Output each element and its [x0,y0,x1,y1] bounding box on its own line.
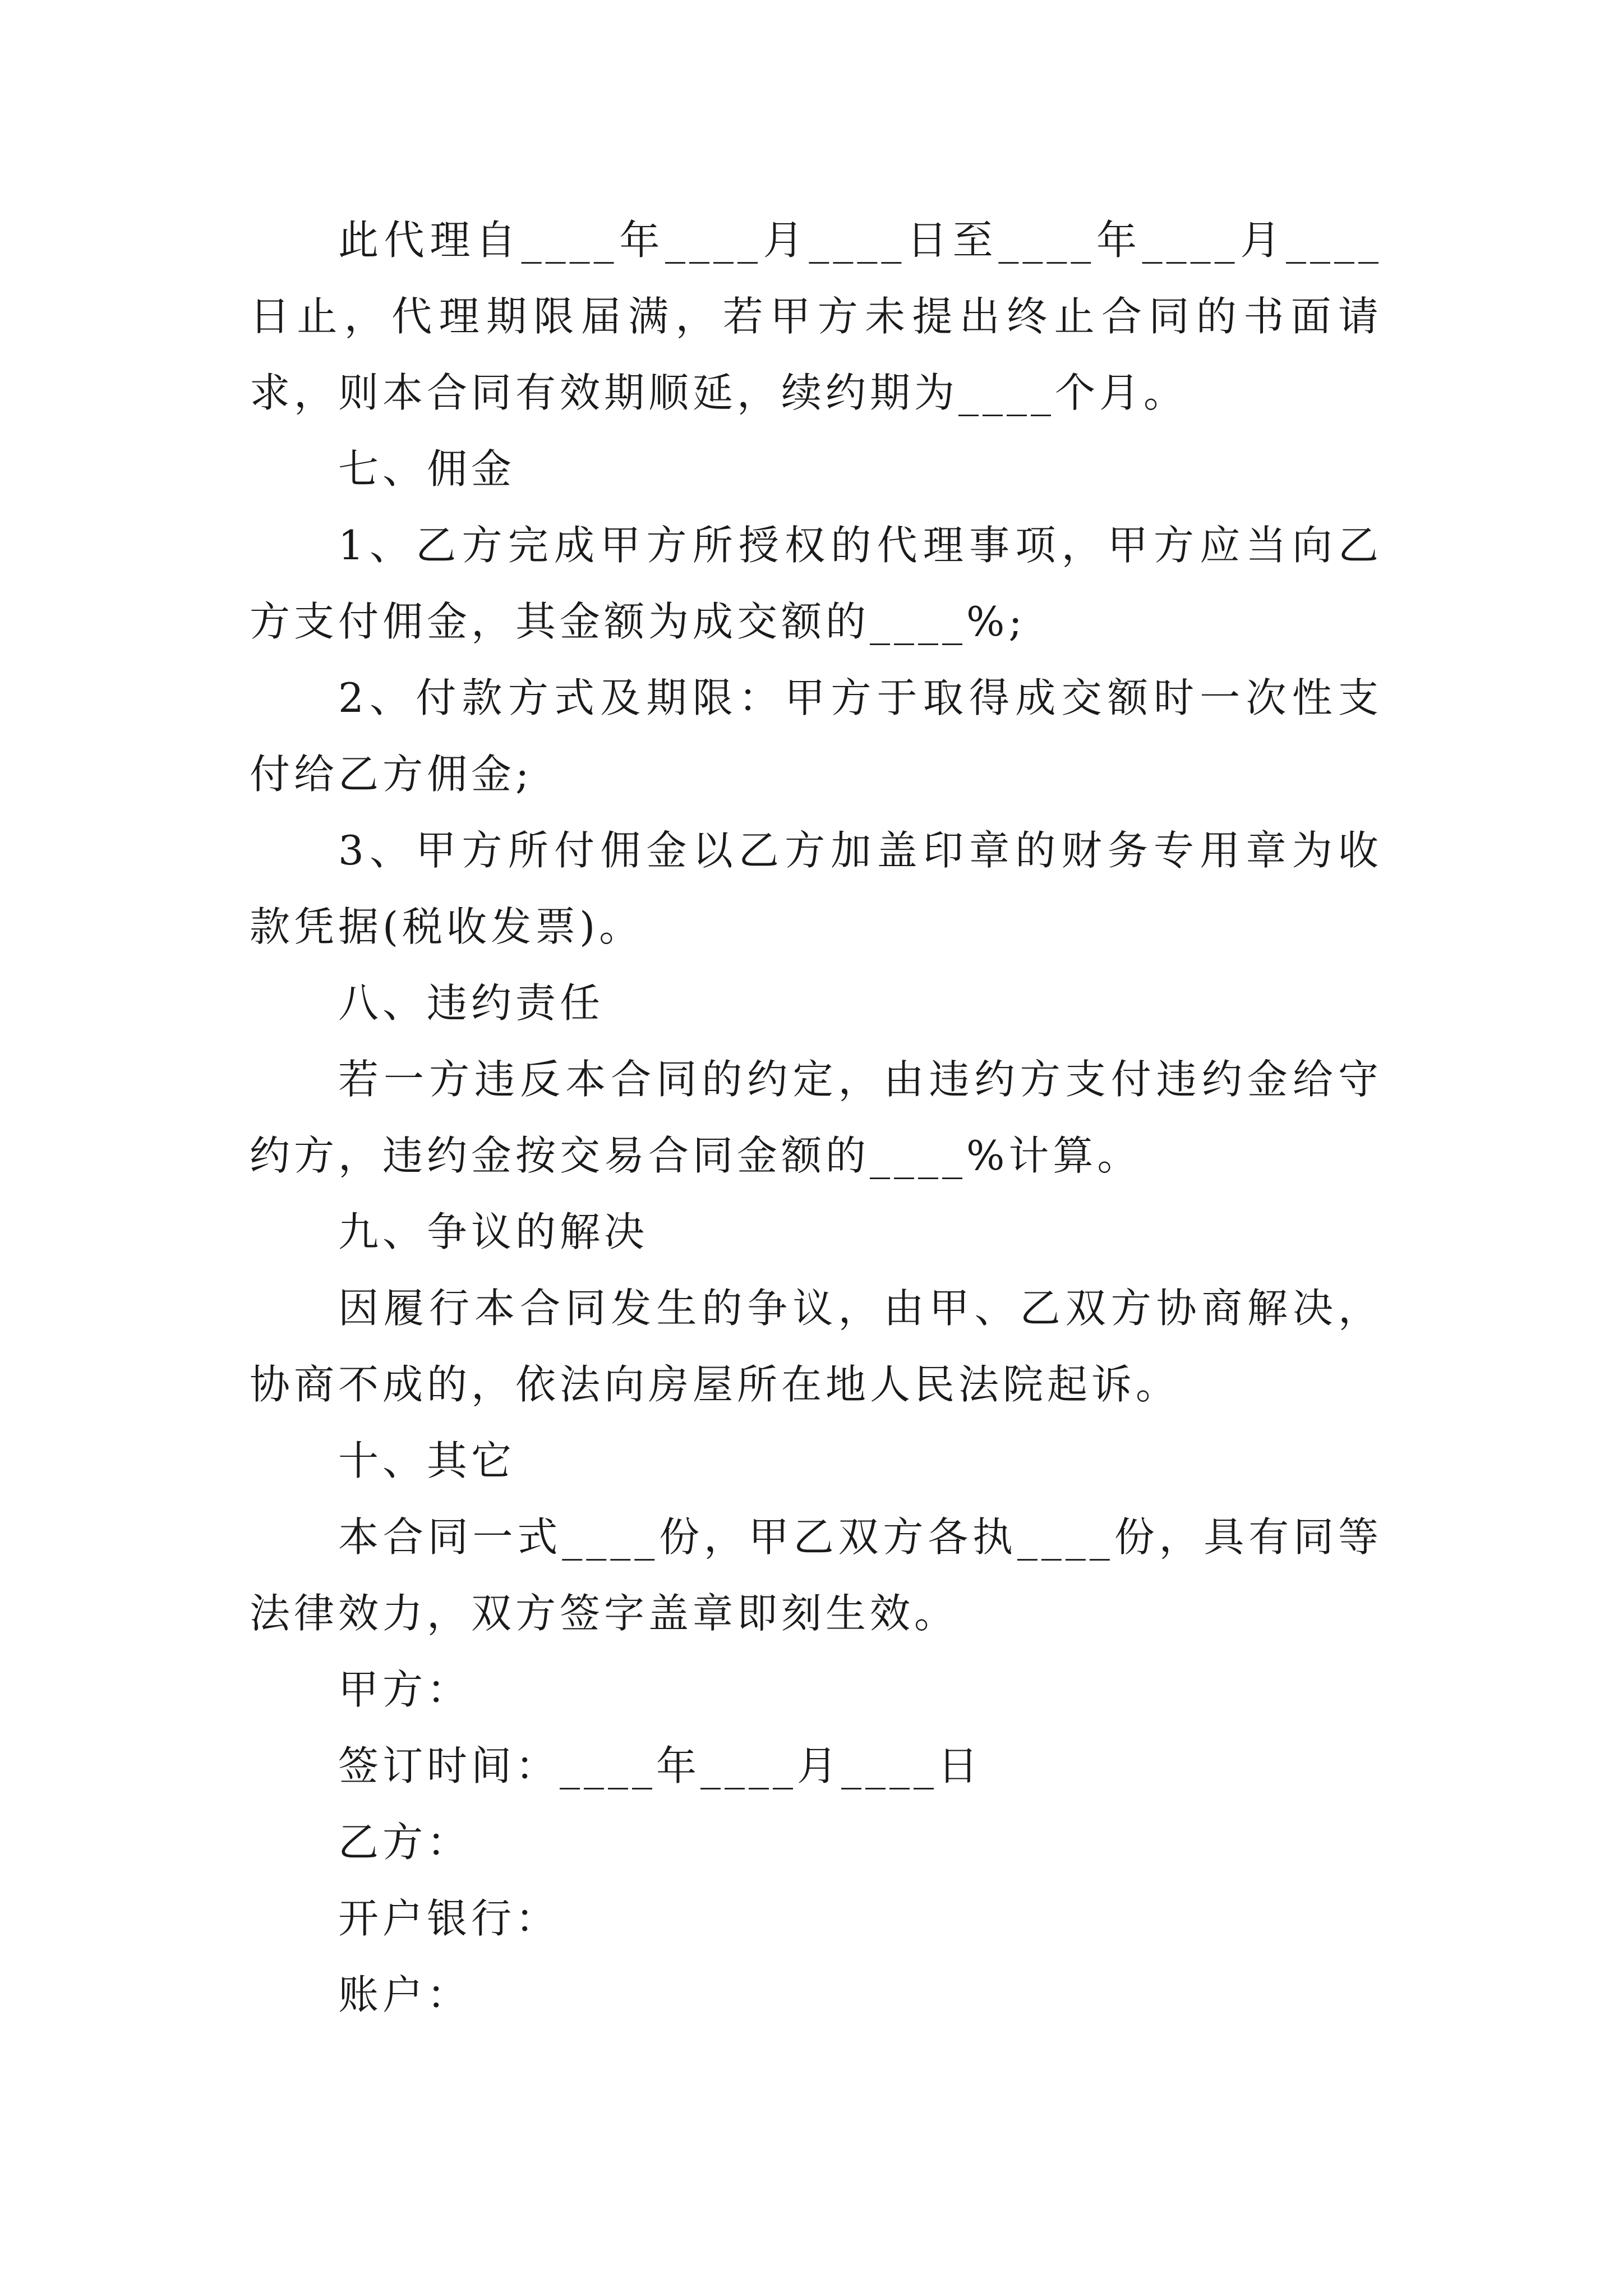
party-b-label: 乙方： [338,1819,472,1866]
section-heading-commission: 七、佣金 [338,445,516,493]
document-page [250,202,1382,2033]
section-heading-liability: 八、违约责任 [338,979,605,1027]
account-label: 账户： [338,1971,472,2018]
liability-paragraph: 若一方违反本合同的约定，由违约方支付违约金给守约方，违约金按交易合同金额的____%计算。 [250,1056,1382,1179]
signing-date-line: 签订时间：____年____月____日 [338,1742,983,1789]
term-paragraph: 此代理自____年____月____日至____年____月____日止，代理期限届满，若甲方未提出终止合同的书面请求，则本合同有效期顺延，续约期为____个月。 [250,217,1382,416]
commission-clause-3: 3、甲方所付佣金以乙方加盖印章的财务专用章为收款凭据(税收发票)。 [250,827,1382,950]
other-paragraph: 本合同一式____份，甲乙双方各执____份，具有同等法律效力，双方签字盖章即刻生效。 [250,1513,1382,1637]
commission-clause-1: 1、乙方完成甲方所授权的代理事项，甲方应当向乙方支付佣金，其金额为成交额的____%; [250,522,1382,645]
bank-label: 开户银行： [338,1895,560,1942]
section-heading-other: 十、其它 [338,1437,516,1484]
section-heading-dispute: 九、争议的解决 [338,1208,649,1255]
party-a-label: 甲方： [338,1666,472,1713]
dispute-paragraph: 因履行本合同发生的争议，由甲、乙双方协商解决，协商不成的，依法向房屋所在地人民法院起诉。 [250,1285,1382,1408]
commission-clause-2: 2、付款方式及期限：甲方于取得成交额时一次性支付给乙方佣金; [250,674,1382,798]
